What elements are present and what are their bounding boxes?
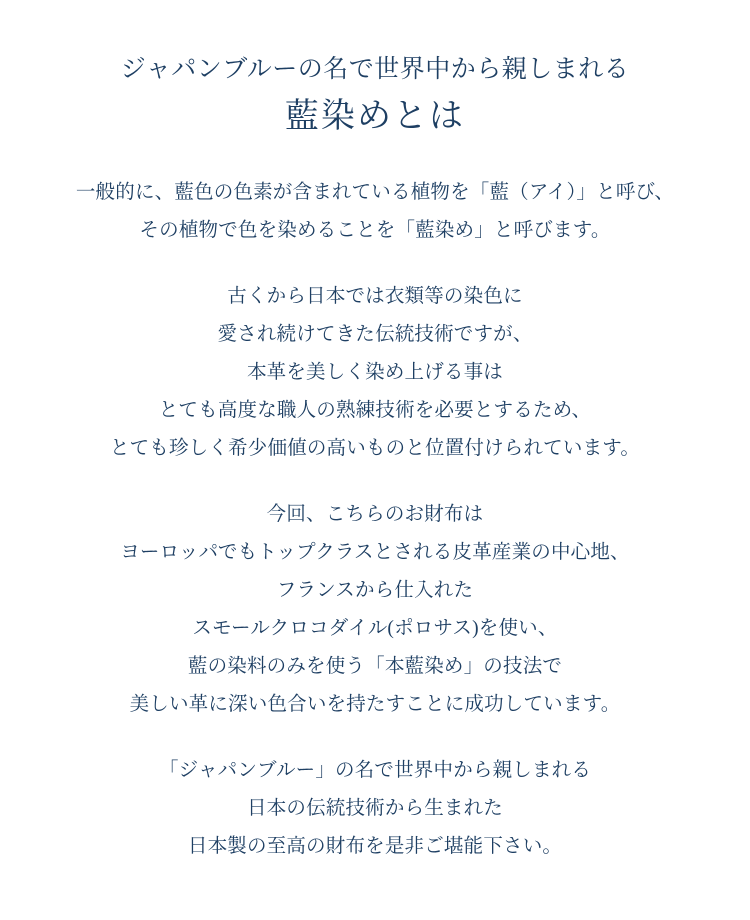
page-header bbox=[121, 52, 630, 140]
text-line: 古くから日本では衣類等の染色に bbox=[227, 286, 523, 308]
text-line: その植物で色を染めることを「藍染め」と呼びます。 bbox=[139, 220, 611, 242]
closing-paragraph bbox=[159, 752, 591, 866]
tradition-paragraph bbox=[110, 278, 640, 468]
page-title: 藍染めとは bbox=[284, 98, 466, 136]
text-line: とても珍しく希少価値の高いものと位置付けられています。 bbox=[109, 438, 641, 460]
page-subtitle: ジャパンブルーの名で世界中から親しまれる bbox=[120, 56, 630, 83]
text-line: 日本の伝統技術から生まれた bbox=[246, 798, 504, 820]
product-paragraph bbox=[120, 496, 630, 724]
text-line: 「ジャパンブルー」の名で世界中から親しまれる bbox=[158, 760, 592, 782]
text-line: スモールクロコダイル(ポロサス)を使い、 bbox=[192, 618, 558, 640]
text-line: 愛され続けてきた伝統技術ですが、 bbox=[217, 324, 533, 346]
text-line: 今回、こちらのお財布は bbox=[266, 504, 484, 526]
text-line: とても高度な職人の熟練技術を必要とするため、 bbox=[158, 400, 592, 422]
text-line: 日本製の至高の財布を是非ご堪能下さい。 bbox=[187, 836, 563, 858]
text-line: フランスから仕入れた bbox=[276, 580, 474, 602]
text-line: 一般的に、藍色の色素が含まれている植物を「藍（アイ）」と呼び、 bbox=[75, 182, 675, 204]
intro-paragraph bbox=[76, 174, 674, 250]
text-line: 美しい革に深い色合いを持たすことに成功しています。 bbox=[129, 694, 621, 716]
text-line: 本革を美しく染め上げる事は bbox=[246, 362, 504, 384]
text-line: 藍の染料のみを使う「本藍染め」の技法で bbox=[187, 656, 563, 678]
text-line: ヨーロッパでもトップクラスとされる皮革産業の中心地、 bbox=[120, 542, 630, 564]
